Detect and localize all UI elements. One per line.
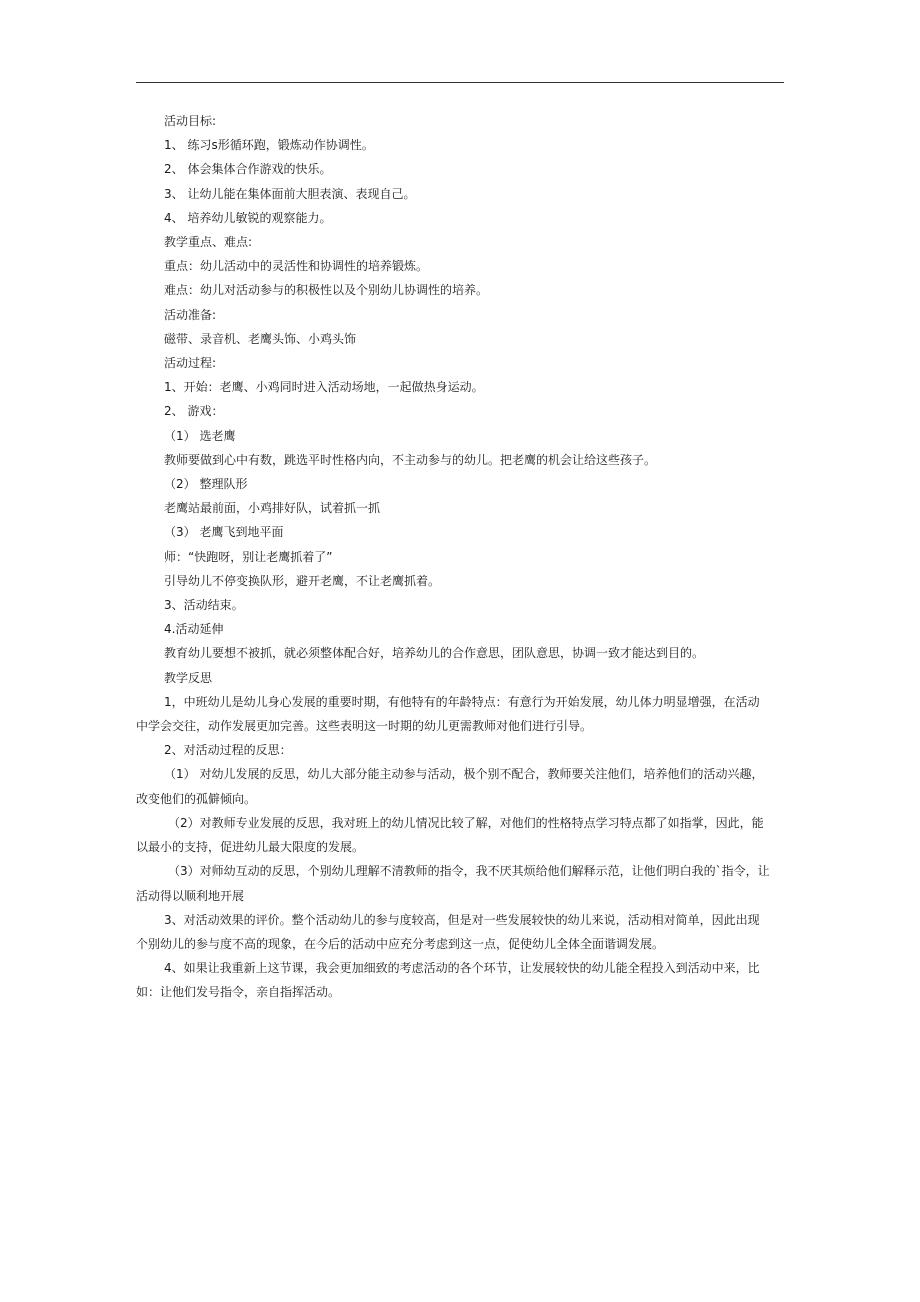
document-body — [136, 109, 788, 1005]
key-points-heading: 教学重点、难点: — [164, 235, 253, 250]
process-step-1: 1、开始：老鹰、小鸡同时进入活动场地，一起做热身运动。 — [164, 380, 484, 395]
key-point: 重点：幼儿活动中的灵活性和协调性的培养锻炼。 — [164, 259, 429, 274]
process-step-3: 3、活动结束。 — [164, 598, 244, 613]
process-sub-3: （3） 老鹰飞到地平面 — [164, 525, 284, 540]
difficult-point: 难点：幼儿对活动参与的积极性以及个别幼儿协调性的培养。 — [164, 283, 489, 298]
goal-item-1: 1、 练习s形循环跑，锻炼动作协调性。 — [164, 138, 374, 153]
reflection-p6-line2: 个别幼儿的参与度不高的现象，在今后的活动中应充分考虑到这一点，促使幼儿全体全面谐调发展。 — [136, 936, 665, 951]
process-step-2: 2、 游戏： — [164, 404, 224, 419]
goal-item-4: 4、 培养幼儿敏锐的观察能力。 — [164, 210, 332, 225]
reflection-p4-line1: （2）对教师专业发展的反思，我对班上的幼儿情况比较了解，对他们的性格特点学习特点都了如指掌，因此，能 — [168, 815, 764, 830]
reflection-p1-line1: 1，中班幼儿是幼儿身心发展的重要时期，有他特有的年龄特点：有意行为开始发展，幼儿体力明显增强，在活动 — [164, 694, 760, 709]
process-sub-3-text: 引导幼儿不停变换队形，避开老鹰，不让老鹰抓着。 — [164, 573, 441, 588]
goal-item-2: 2、 体会集体合作游戏的快乐。 — [164, 162, 332, 177]
reflection-p3-line2: 改变他们的孤僻倾向。 — [136, 791, 257, 806]
reflection-p7-line1: 4、如果让我重新上这节课，我会更加细致的考虑活动的各个环节，让发展较快的幼儿能全程投入到活动中来，比 — [164, 961, 760, 976]
process-sub-2: （2） 整理队形 — [164, 477, 248, 492]
process-step-4-text: 教育幼儿要想不被抓，就必须整体配合好，培养幼儿的合作意思，团队意思，协调一致才能达到目的。 — [164, 646, 705, 661]
process-sub-3-quote: 师：“快跑呀，别让老鹰抓着了” — [164, 549, 333, 564]
reflection-p6-line1: 3、对活动效果的评价。整个活动幼儿的参与度较高，但是对一些发展较快的幼儿来说，活动相对简单，因此出现 — [164, 912, 760, 927]
preparation-items: 磁带、录音机、老鹰头饰、小鸡头饰 — [164, 331, 357, 346]
reflection-p7-line2: 如：让他们发号指令，亲自指挥活动。 — [136, 985, 341, 1000]
header-rule — [136, 82, 784, 83]
goal-item-3: 3、 让幼儿能在集体面前大胆表演、表现自己。 — [164, 186, 416, 201]
reflection-p5-line1: （3）对师幼互动的反思，个别幼儿理解不清教师的指令，我不厌其烦给他们解释示范，让他们明白我的`指令，让 — [168, 864, 770, 879]
preparation-heading: 活动准备: — [164, 307, 217, 322]
process-step-4: 4.活动延伸 — [164, 622, 224, 637]
reflection-p1-line2: 中学会交往，动作发展更加完善。这些表明这一时期的幼儿更需教师对他们进行引导。 — [136, 719, 593, 734]
goals-heading: 活动目标: — [164, 114, 217, 128]
reflection-heading: 教学反思 — [164, 670, 213, 685]
process-sub-2-text: 老鹰站最前面，小鸡排好队，试着抓一抓 — [164, 501, 381, 516]
process-heading: 活动过程: — [164, 356, 217, 371]
reflection-p4-line2: 以最小的支持，促进幼儿最大限度的发展。 — [136, 840, 365, 855]
reflection-p3-line1: （1） 对幼儿发展的反思，幼儿大部分能主动参与活动，极个别不配合，教师要关注他们，培养他们的活动兴趣， — [164, 767, 764, 782]
process-sub-1: （1） 选老鹰 — [164, 428, 236, 443]
process-sub-1-text: 教师要做到心中有数，跳选平时性格内向，不主动参与的幼儿。把老鹰的机会让给这些孩子。 — [164, 452, 657, 467]
reflection-p5-line2: 活动得以顺利地开展 — [136, 888, 245, 903]
reflection-p2: 2、对活动过程的反思： — [164, 743, 292, 758]
